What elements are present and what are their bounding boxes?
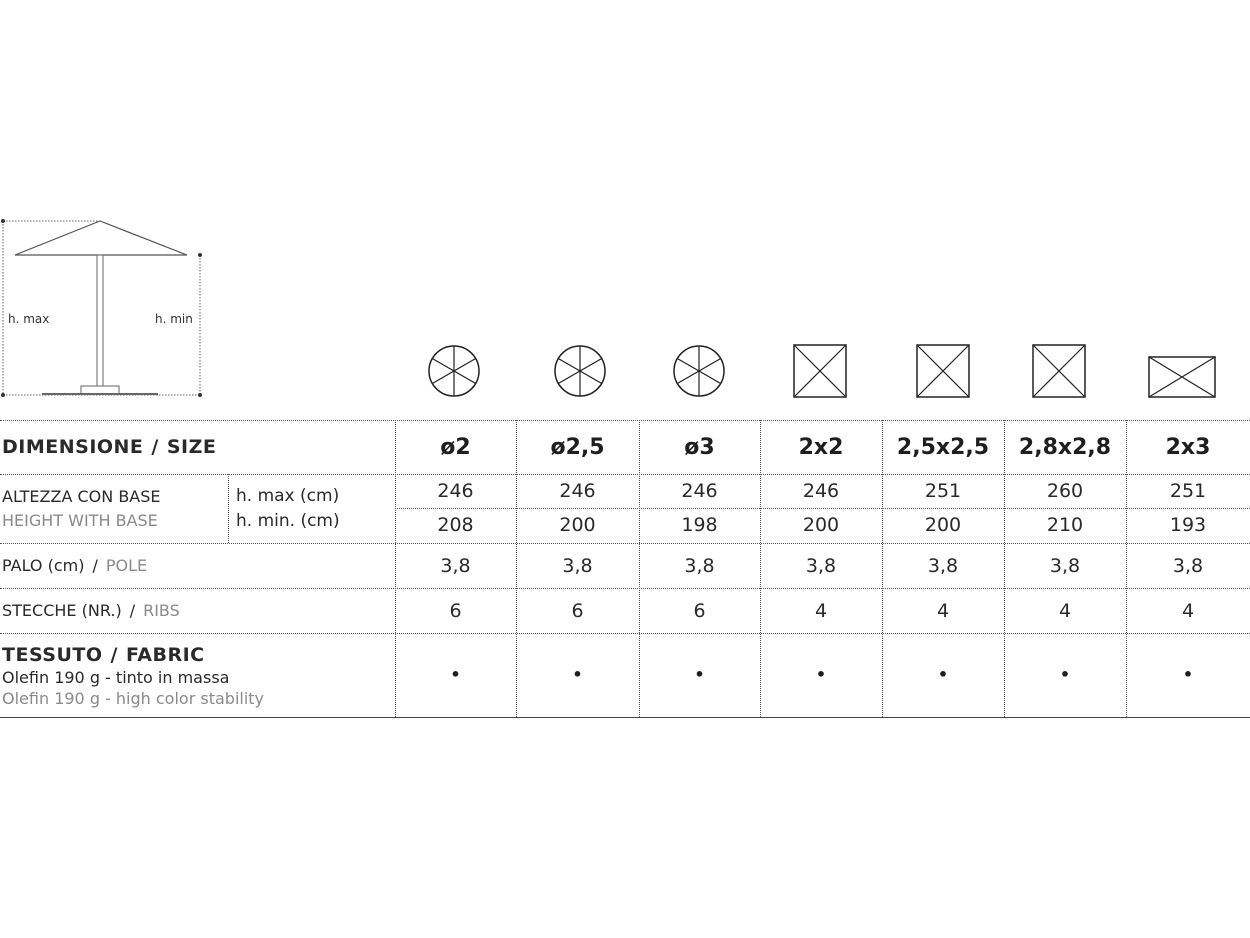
table-bottom-rule xyxy=(0,717,1250,718)
ribs-label-en: RIBS xyxy=(143,601,180,620)
hmax-value: 246 xyxy=(802,480,840,502)
ribs-value: 4 xyxy=(814,600,828,622)
fabric-desc-it: Olefin 190 g - tinto in massa xyxy=(2,668,230,687)
fabric-value: • xyxy=(694,665,705,684)
round-6-ribs-icon xyxy=(553,344,607,398)
round-6-ribs-icon xyxy=(672,344,726,398)
hmin-value: 200 xyxy=(559,514,596,536)
hmax-label: h. max xyxy=(8,312,50,326)
square-4-ribs-icon xyxy=(916,344,970,398)
label-separator: / xyxy=(92,556,98,575)
table-rule xyxy=(0,588,1250,589)
ribs-value: 6 xyxy=(571,600,584,622)
hmin-row-label: h. min. (cm) xyxy=(236,511,340,531)
ribs-value: 6 xyxy=(693,600,706,622)
square-4-ribs-icon xyxy=(1032,344,1086,398)
label-separator: / xyxy=(110,644,118,666)
hmax-value: 246 xyxy=(559,480,596,502)
hmax-value: 251 xyxy=(1169,480,1207,502)
ribs-value: 4 xyxy=(1058,600,1072,622)
fabric-value: • xyxy=(1182,665,1194,684)
round-6-ribs-icon xyxy=(427,344,481,398)
table-top-rule xyxy=(0,420,1250,421)
hmax-value: 251 xyxy=(924,480,962,502)
hmax-value: 260 xyxy=(1046,480,1084,502)
label-separator: / xyxy=(129,601,136,620)
size-value: ø3 xyxy=(684,435,715,460)
umbrella-dimension-diagram xyxy=(0,214,210,404)
fabric-value: • xyxy=(450,665,461,684)
hmax-value: 246 xyxy=(681,480,718,502)
table-rule xyxy=(395,508,1250,509)
hmin-value: 200 xyxy=(802,514,840,536)
ribs-value: 4 xyxy=(936,600,950,622)
pole-label-it: PALO (cm) xyxy=(2,556,85,575)
fabric-value: • xyxy=(815,665,827,684)
size-label-it: DIMENSIONE xyxy=(2,436,144,458)
pole-value: 3,8 xyxy=(927,555,959,577)
size-label-en: SIZE xyxy=(166,436,217,458)
size-value: 2,8x2,8 xyxy=(1018,435,1112,460)
ribs-value: 4 xyxy=(1181,600,1195,622)
fabric-row-label xyxy=(2,644,205,666)
table-rule xyxy=(0,543,1250,544)
ribs-row-label xyxy=(2,601,180,620)
hmax-row-label: h. max (cm) xyxy=(236,486,340,506)
hmin-value: 210 xyxy=(1046,514,1084,536)
label-separator: / xyxy=(151,436,159,458)
height-label-en: HEIGHT WITH BASE xyxy=(2,511,158,530)
ribs-value: 6 xyxy=(449,600,462,622)
fabric-label-it: TESSUTO xyxy=(2,644,103,666)
table-rule xyxy=(0,633,1250,634)
size-value: ø2,5 xyxy=(550,435,605,460)
pole-row-label xyxy=(2,556,147,575)
table-rule xyxy=(0,474,1250,475)
hmin-label: h. min xyxy=(155,312,193,326)
hmin-value: 200 xyxy=(924,514,962,536)
column-divider xyxy=(228,474,229,543)
fabric-value: • xyxy=(572,665,583,684)
size-row-label xyxy=(2,436,216,458)
pole-value: 3,8 xyxy=(684,555,715,577)
pole-value: 3,8 xyxy=(1172,555,1204,577)
ribs-label-it: STECCHE (NR.) xyxy=(2,601,122,620)
size-value: 2x3 xyxy=(1165,435,1211,460)
fabric-desc-en: Olefin 190 g - high color stability xyxy=(2,689,265,708)
hmin-value: 208 xyxy=(437,514,474,536)
fabric-value: • xyxy=(1059,665,1071,684)
pole-value: 3,8 xyxy=(805,555,837,577)
pole-value: 3,8 xyxy=(1049,555,1081,577)
pole-value: 3,8 xyxy=(562,555,593,577)
height-label-it: ALTEZZA CON BASE xyxy=(2,487,161,506)
size-value: 2x2 xyxy=(798,435,844,460)
fabric-label-en: FABRIC xyxy=(125,644,205,666)
size-value: 2,5x2,5 xyxy=(896,435,990,460)
fabric-value: • xyxy=(937,665,949,684)
size-value: ø2 xyxy=(440,435,471,460)
hmin-value: 198 xyxy=(681,514,718,536)
pole-label-en: POLE xyxy=(105,556,148,575)
hmin-value: 193 xyxy=(1169,514,1207,536)
square-4-ribs-icon xyxy=(793,344,847,398)
pole-value: 3,8 xyxy=(440,555,471,577)
hmax-value: 246 xyxy=(437,480,474,502)
rectangle-4-ribs-icon xyxy=(1148,356,1216,398)
